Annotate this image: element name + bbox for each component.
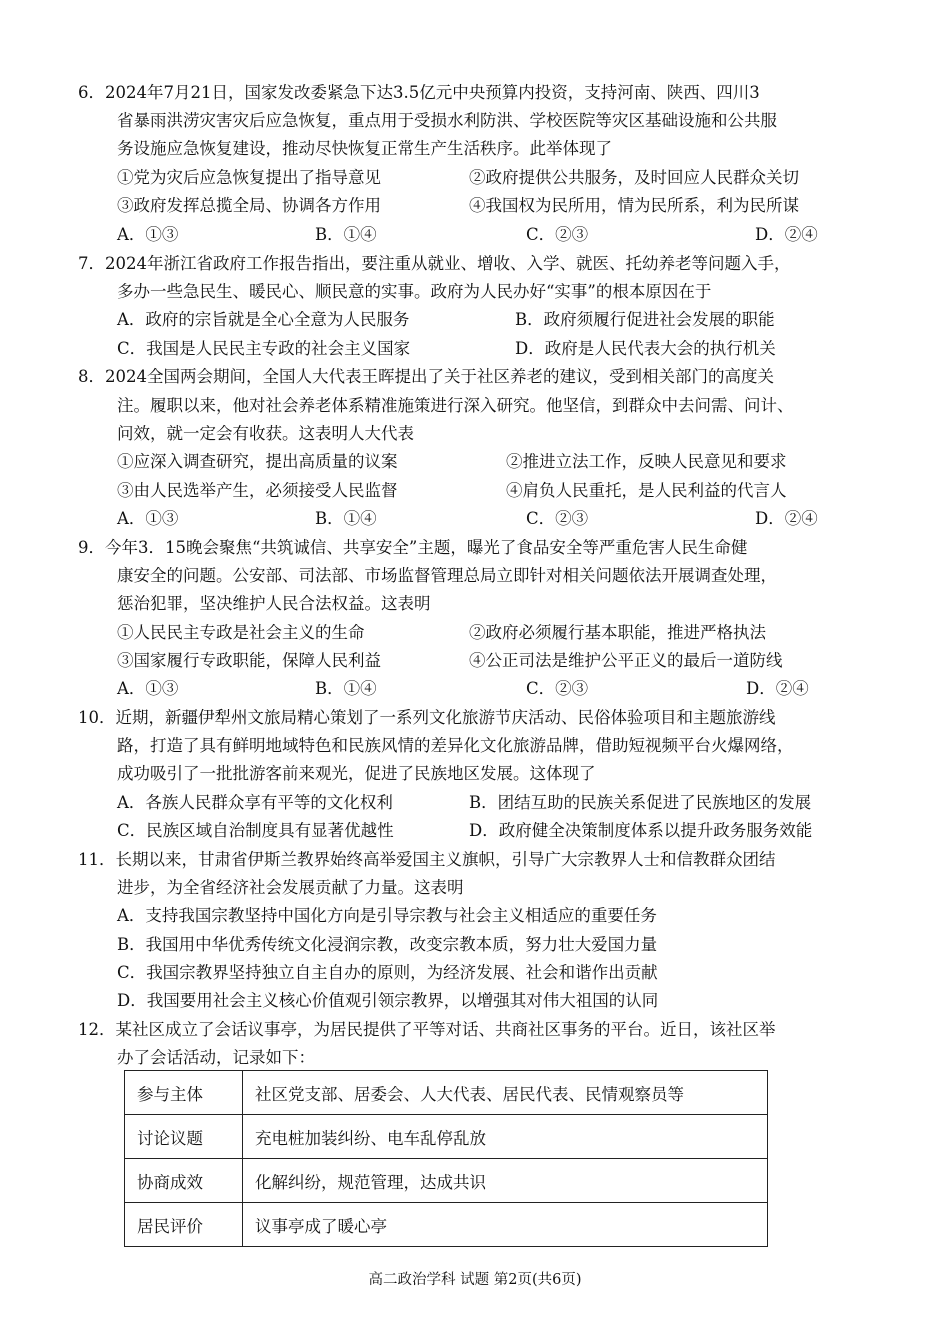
q10-stem-line-2: 路，打造了具有鲜明地域特色和民族风情的差异化文化旅游品牌，借助短视频平台火爆网络， <box>117 736 794 755</box>
q8-choice-b[interactable]: B．①④ <box>315 509 377 528</box>
q6-stem-line-3: 务设施应急恢复建设，推动尽快恢复正常生产生活秩序。此举体现了 <box>117 139 612 158</box>
q6-choice-d[interactable]: D．②④ <box>755 225 818 244</box>
q12-stem-line-1: 12．某社区成立了会话议事亭，为居民提供了平等对话、共商社区事务的平台。近日，该社区举 <box>78 1020 776 1039</box>
q9-item-3: ③国家履行专政职能，保障人民利益 <box>117 651 381 670</box>
q11-choice-a[interactable]: A．支持我国宗教坚持中国化方向是引导宗教与社会主义相适应的重要任务 <box>117 906 657 925</box>
page-footer: 高二政治学科 试题 第2页(共6页) <box>368 1272 582 1288</box>
q11-stem-line-1: 11．长期以来，甘肃省伊斯兰教界始终高举爱国主义旗帜，引导广大宗教界人士和信教群众团结 <box>78 850 776 869</box>
q9-stem-line-1: 9．今年3．15晚会聚焦“共筑诚信、共享安全”主题，曝光了食品安全等严重危害人民生命健 <box>78 538 748 557</box>
q9-item-4: ④公正司法是维护公平正义的最后一道防线 <box>469 651 783 670</box>
table-cell-label: 居民评价 <box>125 1203 243 1247</box>
q6-item-4: ④我国权为民所用，情为民所系，利为民所谋 <box>469 196 799 215</box>
q9-stem-line-2: 康安全的问题。公安部、司法部、市场监督管理总局立即针对相关问题依法开展调查处理， <box>117 566 777 585</box>
q10-stem-line-1: 10．近期，新疆伊犁州文旅局精心策划了一系列文化旅游节庆活动、民俗体验项目和主题旅游线 <box>78 708 776 727</box>
table-cell-value: 化解纠纷，规范管理，达成共识 <box>243 1159 768 1203</box>
q8-choice-d[interactable]: D．②④ <box>755 509 818 528</box>
q10-choice-d[interactable]: D．政府健全决策制度体系以提升政务服务效能 <box>469 821 813 840</box>
q6-choice-b[interactable]: B．①④ <box>315 225 377 244</box>
q8-item-3: ③由人民选举产生，必须接受人民监督 <box>117 481 398 500</box>
q9-choice-b[interactable]: B．①④ <box>315 679 377 698</box>
q6-stem-line-2: 省暴雨洪涝灾害灾后应急恢复，重点用于受损水利防洪、学校医院等灾区基础设施和公共服 <box>117 111 777 130</box>
q7-choice-c[interactable]: C．我国是人民民主专政的社会主义国家 <box>117 339 411 358</box>
q8-choice-c[interactable]: C．②③ <box>526 509 589 528</box>
table-cell-label: 讨论议题 <box>125 1115 243 1159</box>
q9-stem-line-3: 惩治犯罪，坚决维护人民合法权益。这表明 <box>117 594 431 613</box>
q6-choice-c[interactable]: C．②③ <box>526 225 589 244</box>
q9-choice-a[interactable]: A．①③ <box>117 679 179 698</box>
q11-choice-b[interactable]: B．我国用中华优秀传统文化浸润宗教，改变宗教本质，努力壮大爱国力量 <box>117 935 658 954</box>
table-row <box>125 1071 768 1115</box>
q9-choice-d[interactable]: D．②④ <box>746 679 809 698</box>
q8-stem-line-1: 8．2024全国两会期间，全国人大代表王晖提出了关于社区养老的建议，受到相关部门的高度关 <box>78 367 774 386</box>
q11-choice-d[interactable]: D．我国要用社会主义核心价值观引领宗教界，以增强其对伟大祖国的认同 <box>117 991 659 1010</box>
table-row <box>125 1115 768 1159</box>
q10-choice-b[interactable]: B．团结互助的民族关系促进了民族地区的发展 <box>469 793 812 812</box>
table-cell-label: 参与主体 <box>125 1071 243 1115</box>
q6-item-2: ②政府提供公共服务，及时回应人民群众关切 <box>469 168 799 187</box>
q9-item-1: ①人民民主专政是社会主义的生命 <box>117 623 365 642</box>
q7-choice-d[interactable]: D．政府是人民代表大会的执行机关 <box>515 339 776 358</box>
table-cell-value: 社区党支部、居委会、人大代表、居民代表、民情观察员等 <box>243 1071 768 1115</box>
q11-choice-c[interactable]: C．我国宗教界坚持独立自主自办的原则，为经济发展、社会和谐作出贡献 <box>117 963 658 982</box>
q10-choice-a[interactable]: A．各族人民群众享有平等的文化权利 <box>117 793 393 812</box>
q8-stem-line-3: 问效，就一定会有收获。这表明人大代表 <box>117 424 414 443</box>
q7-choice-a[interactable]: A．政府的宗旨就是全心全意为人民服务 <box>117 310 410 329</box>
q8-item-2: ②推进立法工作，反映人民意见和要求 <box>506 452 787 471</box>
q8-choice-a[interactable]: A．①③ <box>117 509 179 528</box>
q8-item-1: ①应深入调查研究，提出高质量的议案 <box>117 452 398 471</box>
q10-choice-c[interactable]: C．民族区域自治制度具有显著优越性 <box>117 821 394 840</box>
q6-item-1: ①党为灾后应急恢复提出了指导意见 <box>117 168 381 187</box>
q10-stem-line-3: 成功吸引了一批批游客前来观光，促进了民族地区发展。这体现了 <box>117 764 596 783</box>
activity-record-table <box>124 1070 768 1247</box>
q6-item-3: ③政府发挥总揽全局、协调各方作用 <box>117 196 381 215</box>
q11-stem-line-2: 进步，为全省经济社会发展贡献了力量。这表明 <box>117 878 464 897</box>
table-row <box>125 1203 768 1247</box>
q6-choice-a[interactable]: A．①③ <box>117 225 179 244</box>
table-cell-value: 充电桩加装纠纷、电车乱停乱放 <box>243 1115 768 1159</box>
q8-item-4: ④肩负人民重托，是人民利益的代言人 <box>506 481 787 500</box>
q9-item-2: ②政府必须履行基本职能，推进严格执法 <box>469 623 766 642</box>
q9-choice-c[interactable]: C．②③ <box>526 679 589 698</box>
table-cell-value: 议事亭成了暖心亭 <box>243 1203 768 1247</box>
table-row <box>125 1159 768 1203</box>
q6-stem-line-1: 6．2024年7月21日，国家发改委紧急下达3.5亿元中央预算内投资，支持河南、陕西、四川3 <box>78 83 760 102</box>
q7-stem-line-1: 7．2024年浙江省政府工作报告指出，要注重从就业、增收、入学、就医、托幼养老等问题入手， <box>78 254 791 273</box>
q7-choice-b[interactable]: B．政府须履行促进社会发展的职能 <box>515 310 775 329</box>
q8-stem-line-2: 注。履职以来，他对社会养老体系精准施策进行深入研究。他坚信，到群众中去问需、问计、 <box>117 396 794 415</box>
q12-stem-line-2: 办了会话活动，记录如下： <box>117 1048 315 1067</box>
q7-stem-line-2: 多办一些急民生、暖民心、顺民意的实事。政府为人民办好“实事”的根本原因在于 <box>117 282 712 301</box>
table-cell-label: 协商成效 <box>125 1159 243 1203</box>
